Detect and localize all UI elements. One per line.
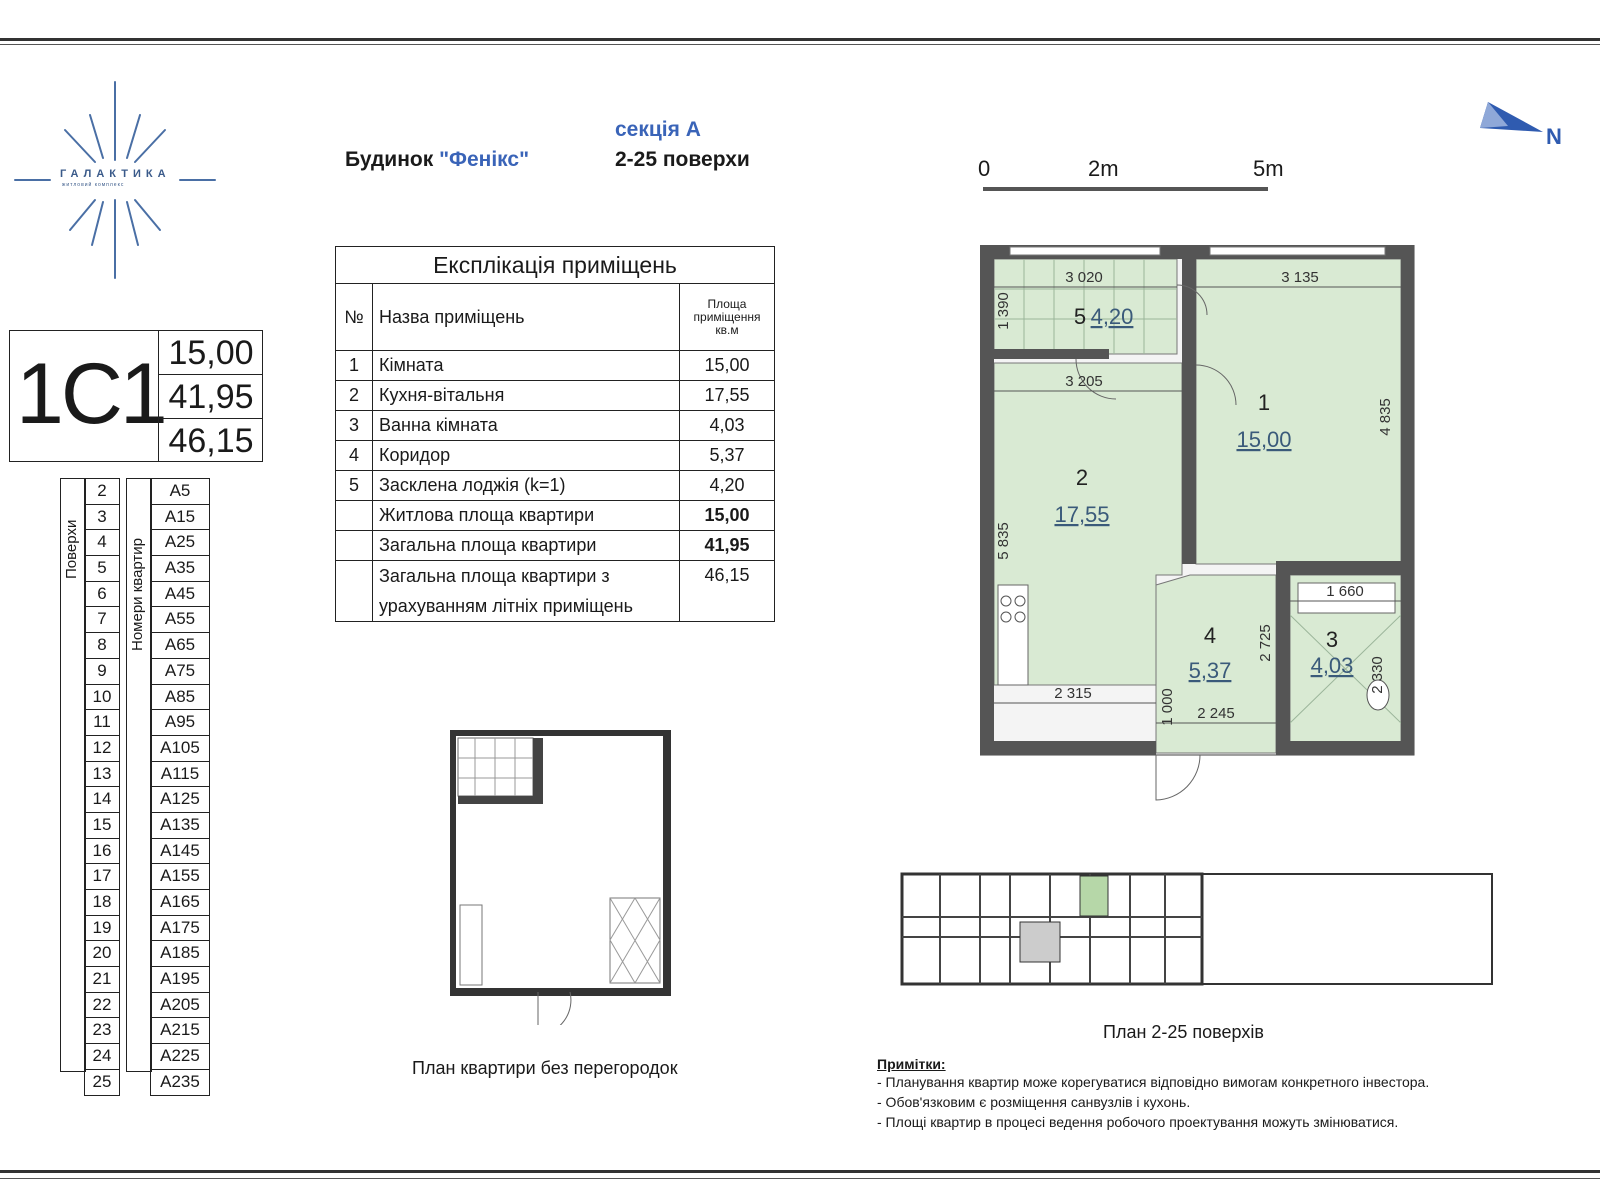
apartment-numbers-column <box>150 478 210 1096</box>
floors-column <box>84 478 120 1096</box>
row-num: 1 <box>336 351 373 381</box>
floor-cell: 23 <box>85 1018 119 1044</box>
top-frame-line <box>0 38 1600 41</box>
apartment-numbers-label: Номери квартир <box>129 537 146 651</box>
room-1 <box>1196 259 1401 564</box>
room-1-number: 1 <box>1257 390 1271 415</box>
room-4-area: 5,37 <box>1188 658 1232 683</box>
row-num: 3 <box>336 411 373 441</box>
apartment-numbers-label-cell <box>126 478 152 1072</box>
living-area-row <box>336 501 775 531</box>
apartment-number-cell: A195 <box>151 967 209 993</box>
room-2-number: 2 <box>1075 465 1089 490</box>
apartment-number-cell: A155 <box>151 864 209 890</box>
floor-cell: 11 <box>85 710 119 736</box>
scale-label-5m: 5m <box>1253 156 1284 181</box>
notes-title: Примітки: <box>877 1056 946 1072</box>
north-label: N <box>1546 124 1562 149</box>
living-area-value: 15,00 <box>159 331 263 375</box>
total-summer-area-row <box>336 561 775 622</box>
bottom-frame-line <box>0 1170 1600 1173</box>
star-burst-icon <box>10 80 220 280</box>
floor-cell: 21 <box>85 967 119 993</box>
total-area-summer-value: 46,15 <box>168 422 254 460</box>
dim-5835: 5 835 <box>995 522 1012 560</box>
logo-name: ГАЛАКТИКА <box>60 168 171 180</box>
room-5-number: 5 <box>1073 304 1087 329</box>
north-arrow-icon <box>1478 100 1548 140</box>
apartment-number-cell: A105 <box>151 736 209 762</box>
col-num-header: № <box>336 284 373 351</box>
floors-label: Поверхи <box>63 519 80 579</box>
row-name: Коридор <box>373 441 680 471</box>
room-4-number: 4 <box>1203 623 1217 648</box>
dim-2245: 2 245 <box>1197 705 1235 722</box>
row-name: Засклена лоджія (k=1) <box>373 471 680 501</box>
row-num: 5 <box>336 471 373 501</box>
note-item: - Обов'язковим є розміщення санвузлів і кухонь. <box>877 1094 1191 1110</box>
floor-cell: 20 <box>85 941 119 967</box>
total-summer-area-total: 46,15 <box>680 561 775 622</box>
building-title <box>345 148 529 172</box>
col-area-header: Площа приміщення кв.м <box>680 284 775 351</box>
apartment-number-cell: A25 <box>151 530 209 556</box>
floor-cell: 2 <box>85 479 119 505</box>
dim-3205: 3 205 <box>1065 373 1103 390</box>
floor-cell: 5 <box>85 556 119 582</box>
living-area-total: 15,00 <box>680 501 775 531</box>
room-5-area: 4,20 <box>1090 304 1134 329</box>
row-area: 4,20 <box>680 471 775 501</box>
scale-line <box>983 187 1268 191</box>
apartment-code: 1С1 <box>16 346 165 442</box>
explication-table <box>335 246 775 622</box>
logo-tagline: житловий комплекс <box>62 182 125 188</box>
apartment-number-cell: A55 <box>151 607 209 633</box>
floor-cell: 12 <box>85 736 119 762</box>
floor-cell: 13 <box>85 762 119 788</box>
entrance-door <box>1156 755 1200 800</box>
apartment-number-cell: A165 <box>151 890 209 916</box>
apartment-plan <box>980 245 1420 820</box>
floor-cell: 7 <box>85 607 119 633</box>
note-item: - Планування квартир може корегуватися відповідно вимогам конкретного інвестора. <box>877 1074 1430 1090</box>
scale-bar <box>978 152 1284 192</box>
table-row <box>336 441 775 471</box>
table-row <box>336 381 775 411</box>
table-row <box>336 351 775 381</box>
floor-cell: 17 <box>85 864 119 890</box>
apartment-number-cell: A45 <box>151 582 209 608</box>
section-floors: 2-25 поверхи <box>615 148 750 171</box>
apartment-number-cell: A125 <box>151 787 209 813</box>
row-name: Ванна кімната <box>373 411 680 441</box>
row-area: 4,03 <box>680 411 775 441</box>
floor-cell: 18 <box>85 890 119 916</box>
row-area: 5,37 <box>680 441 775 471</box>
apartment-number-cell: A5 <box>151 479 209 505</box>
apartment-code-box <box>9 330 263 462</box>
dim-3135: 3 135 <box>1281 269 1319 286</box>
apartment-number-cell: A115 <box>151 762 209 788</box>
room-3-area: 4,03 <box>1310 653 1354 678</box>
apartment-number-cell: A185 <box>151 941 209 967</box>
floor-cell: 22 <box>85 993 119 1019</box>
row-area: 15,00 <box>680 351 775 381</box>
floors-label-cell <box>60 478 86 1072</box>
section-label: секція А <box>615 118 701 141</box>
apartment-number-cell: A135 <box>151 813 209 839</box>
apartment-number-cell: A75 <box>151 659 209 685</box>
explication-title: Експлікація приміщень <box>336 247 775 284</box>
caption-no-partitions: План квартири без перегородок <box>412 1058 678 1078</box>
row-name: Кухня-вітальня <box>373 381 680 411</box>
apartment-number-cell: A15 <box>151 505 209 531</box>
room-2-area: 17,55 <box>1054 502 1110 527</box>
room-1-area: 15,00 <box>1236 427 1292 452</box>
row-area: 17,55 <box>680 381 775 411</box>
apartment-areas <box>158 331 263 461</box>
dim-2725: 2 725 <box>1257 624 1274 662</box>
dim-3020: 3 020 <box>1065 269 1103 286</box>
note-item: - Площі квартир в процесі ведення робочого проектування можуть змінюватися. <box>877 1114 1399 1130</box>
apartment-number-cell: A65 <box>151 633 209 659</box>
scale-label-2m: 2m <box>1088 156 1119 181</box>
top-frame-line-thin <box>0 44 1600 45</box>
highlighted-apartment <box>1080 876 1108 916</box>
floor-cell: 16 <box>85 839 119 865</box>
row-num: 2 <box>336 381 373 411</box>
scale-label-0: 0 <box>978 156 991 181</box>
floor-cell: 19 <box>85 916 119 942</box>
apartment-number-cell: A85 <box>151 685 209 711</box>
apartment-number-cell: A215 <box>151 1018 209 1044</box>
plan-without-partitions <box>450 730 675 1025</box>
floor-cell: 10 <box>85 685 119 711</box>
dim-1000: 1 000 <box>1159 688 1176 726</box>
apartment-number-cell: A175 <box>151 916 209 942</box>
room-3-number: 3 <box>1325 627 1339 652</box>
total-area-value: 41,95 <box>159 375 263 419</box>
total-summer-label-line1: Загальна площа квартири з <box>379 566 610 586</box>
floor-cell: 4 <box>85 530 119 556</box>
apartment-number-cell: A35 <box>151 556 209 582</box>
table-row <box>336 411 775 441</box>
col-name-header: Назва приміщень <box>373 284 680 351</box>
building-name: "Фенікс" <box>439 148 530 171</box>
floor-cell: 8 <box>85 633 119 659</box>
floor-cell: 9 <box>85 659 119 685</box>
floor-cell: 14 <box>85 787 119 813</box>
living-area-label: Житлова площа квартири <box>373 501 680 531</box>
floor-cell: 6 <box>85 582 119 608</box>
dim-2330: 2 330 <box>1369 656 1386 694</box>
total-area-label: Загальна площа квартири <box>373 531 680 561</box>
table-row <box>336 471 775 501</box>
dim-4835: 4 835 <box>1377 398 1394 436</box>
north-compass <box>1478 100 1568 155</box>
galaktika-logo <box>10 80 220 280</box>
building-floor-plan <box>900 872 1500 992</box>
total-summer-label-line2: урахуванням літніх приміщень <box>379 596 634 616</box>
apartment-number-cell: A95 <box>151 710 209 736</box>
row-name: Кімната <box>373 351 680 381</box>
kitchen-counter <box>998 585 1028 685</box>
dim-1660: 1 660 <box>1326 583 1364 600</box>
apartment-number-cell: A235 <box>160 1071 200 1091</box>
bottom-frame-line-thin <box>0 1178 1600 1179</box>
floor-cell: 15 <box>85 813 119 839</box>
apartment-number-cell: A225 <box>151 1044 209 1070</box>
caption-floor-plan: План 2-25 поверхів <box>1103 1022 1264 1042</box>
total-area-total: 41,95 <box>680 531 775 561</box>
total-area-row <box>336 531 775 561</box>
floor-cell: 25 <box>92 1071 112 1091</box>
dim-1390: 1 390 <box>995 292 1012 330</box>
notes-block <box>877 1056 1577 1132</box>
dim-2315: 2 315 <box>1054 685 1092 702</box>
apartment-number-cell: A205 <box>151 993 209 1019</box>
floor-cell: 3 <box>85 505 119 531</box>
row-num: 4 <box>336 441 373 471</box>
floor-cell: 24 <box>85 1044 119 1070</box>
apartment-number-cell: A145 <box>151 839 209 865</box>
building-label: Будинок <box>345 148 434 171</box>
